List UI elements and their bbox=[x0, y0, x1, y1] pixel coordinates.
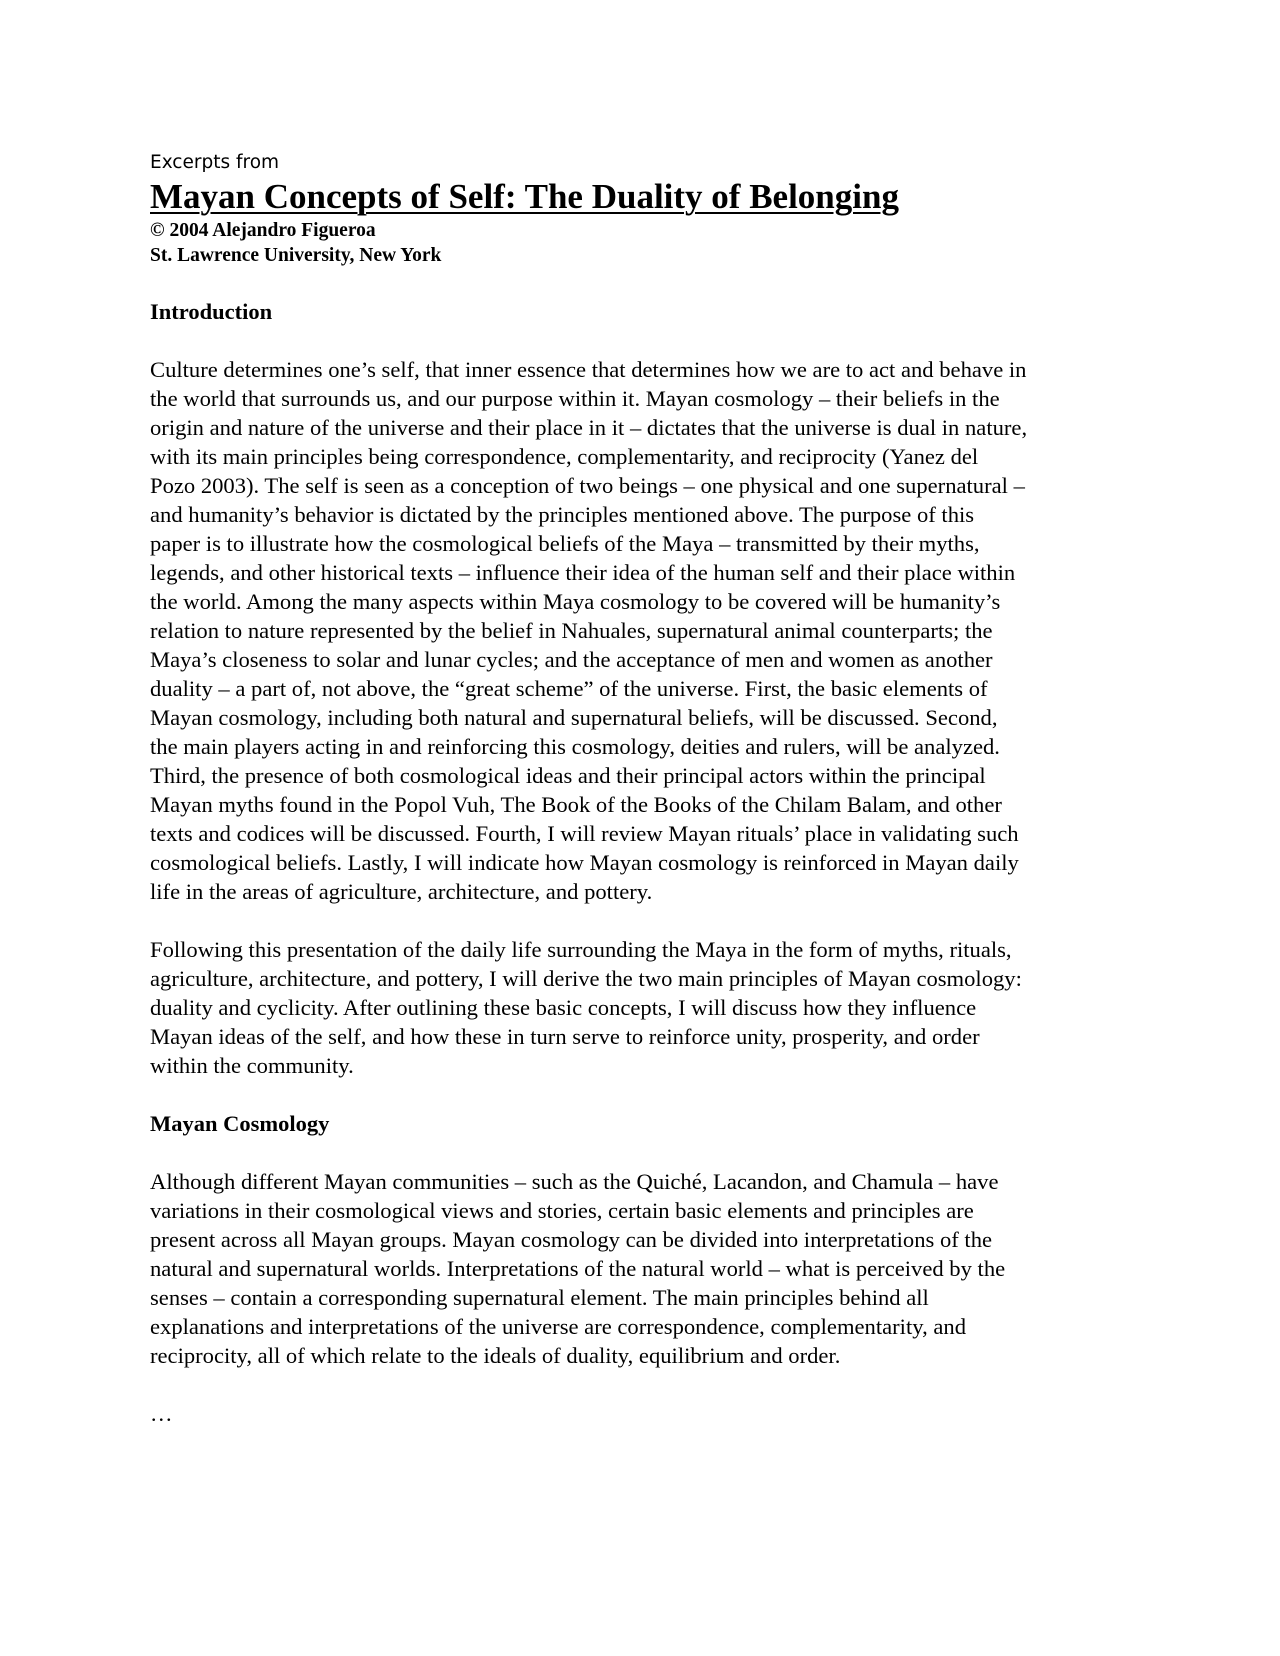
text-line: Although different Mayan communities – such as the Quiché, Lacandon, and Chamula – have bbox=[150, 1169, 999, 1194]
copyright-line: © 2004 Alejandro Figueroa bbox=[150, 220, 376, 241]
document-page bbox=[150, 150, 1140, 1428]
ellipsis-mark: … bbox=[150, 1401, 173, 1426]
text-line: variations in their cosmological views and stories, certain basic elements and principles are bbox=[150, 1198, 974, 1223]
document-title: Mayan Concepts of Self: The Duality of Belonging bbox=[150, 177, 899, 216]
text-line: reciprocity, all of which relate to the ideals of duality, equilibrium and order. bbox=[150, 1343, 841, 1368]
text-line: Mayan myths found in the Popol Vuh, The Book of the Books of the Chilam Balam, and other bbox=[150, 792, 1002, 817]
excerpts-label: Excerpts from bbox=[150, 152, 280, 173]
introduction-paragraph-1 bbox=[150, 355, 1140, 906]
text-line: duality and cyclicity. After outlining these basic concepts, I will discuss how they influence bbox=[150, 995, 977, 1020]
introduction-paragraph-2 bbox=[150, 935, 1140, 1080]
text-line: agriculture, architecture, and pottery, I will derive the two main principles of Mayan cosmology: bbox=[150, 966, 1022, 991]
text-line: life in the areas of agriculture, architecture, and pottery. bbox=[150, 879, 653, 904]
text-line: Mayan ideas of the self, and how these in turn serve to reinforce unity, prosperity, and order bbox=[150, 1024, 980, 1049]
text-line: Third, the presence of both cosmological ideas and their principal actors within the principal bbox=[150, 763, 986, 788]
text-line: the world that surrounds us, and our purpose within it. Mayan cosmology – their beliefs in the bbox=[150, 386, 1000, 411]
cosmology-paragraph-1 bbox=[150, 1167, 1140, 1370]
text-line: cosmological beliefs. Lastly, I will indicate how Mayan cosmology is reinforced in Mayan daily bbox=[150, 850, 1019, 875]
text-line: the main players acting in and reinforcing this cosmology, deities and rulers, will be analyzed. bbox=[150, 734, 1000, 759]
introduction-heading: Introduction bbox=[150, 299, 273, 324]
text-line: texts and codices will be discussed. Fourth, I will review Mayan rituals’ place in validating such bbox=[150, 821, 1019, 846]
text-line: Pozo 2003). The self is seen as a conception of two beings – one physical and one supernatural – bbox=[150, 473, 1025, 498]
cosmology-heading: Mayan Cosmology bbox=[150, 1111, 330, 1136]
text-line: within the community. bbox=[150, 1053, 354, 1078]
text-line: and humanity’s behavior is dictated by the principles mentioned above. The purpose of this bbox=[150, 502, 975, 527]
text-line: legends, and other historical texts – influence their idea of the human self and their place within bbox=[150, 560, 1016, 585]
text-line: Following this presentation of the daily life surrounding the Maya in the form of myths, rituals, bbox=[150, 937, 1012, 962]
text-line: origin and nature of the universe and their place in it – dictates that the universe is dual in nature, bbox=[150, 415, 1028, 440]
text-line: Maya’s closeness to solar and lunar cycles; and the acceptance of men and women as another bbox=[150, 647, 993, 672]
affiliation-line: St. Lawrence University, New York bbox=[150, 245, 442, 266]
text-line: natural and supernatural worlds. Interpretations of the natural world – what is perceived by the bbox=[150, 1256, 1006, 1281]
text-line: Mayan cosmology, including both natural and supernatural beliefs, will be discussed. Second, bbox=[150, 705, 998, 730]
text-line: senses – contain a corresponding supernatural element. The main principles behind all bbox=[150, 1285, 929, 1310]
text-line: duality – a part of, not above, the “great scheme” of the universe. First, the basic elements of bbox=[150, 676, 988, 701]
text-line: explanations and interpretations of the universe are correspondence, complementarity, and bbox=[150, 1314, 966, 1339]
text-line: the world. Among the many aspects within Maya cosmology to be covered will be humanity’s bbox=[150, 589, 1001, 614]
text-line: relation to nature represented by the belief in Nahuales, supernatural animal counterparts; the bbox=[150, 618, 993, 643]
text-line: paper is to illustrate how the cosmological beliefs of the Maya – transmitted by their myths, bbox=[150, 531, 980, 556]
text-line: present across all Mayan groups. Mayan cosmology can be divided into interpretations of the bbox=[150, 1227, 993, 1252]
text-line: Culture determines one’s self, that inner essence that determines how we are to act and behave in bbox=[150, 357, 1027, 382]
text-line: with its main principles being correspondence, complementarity, and reciprocity (Yanez del bbox=[150, 444, 979, 469]
